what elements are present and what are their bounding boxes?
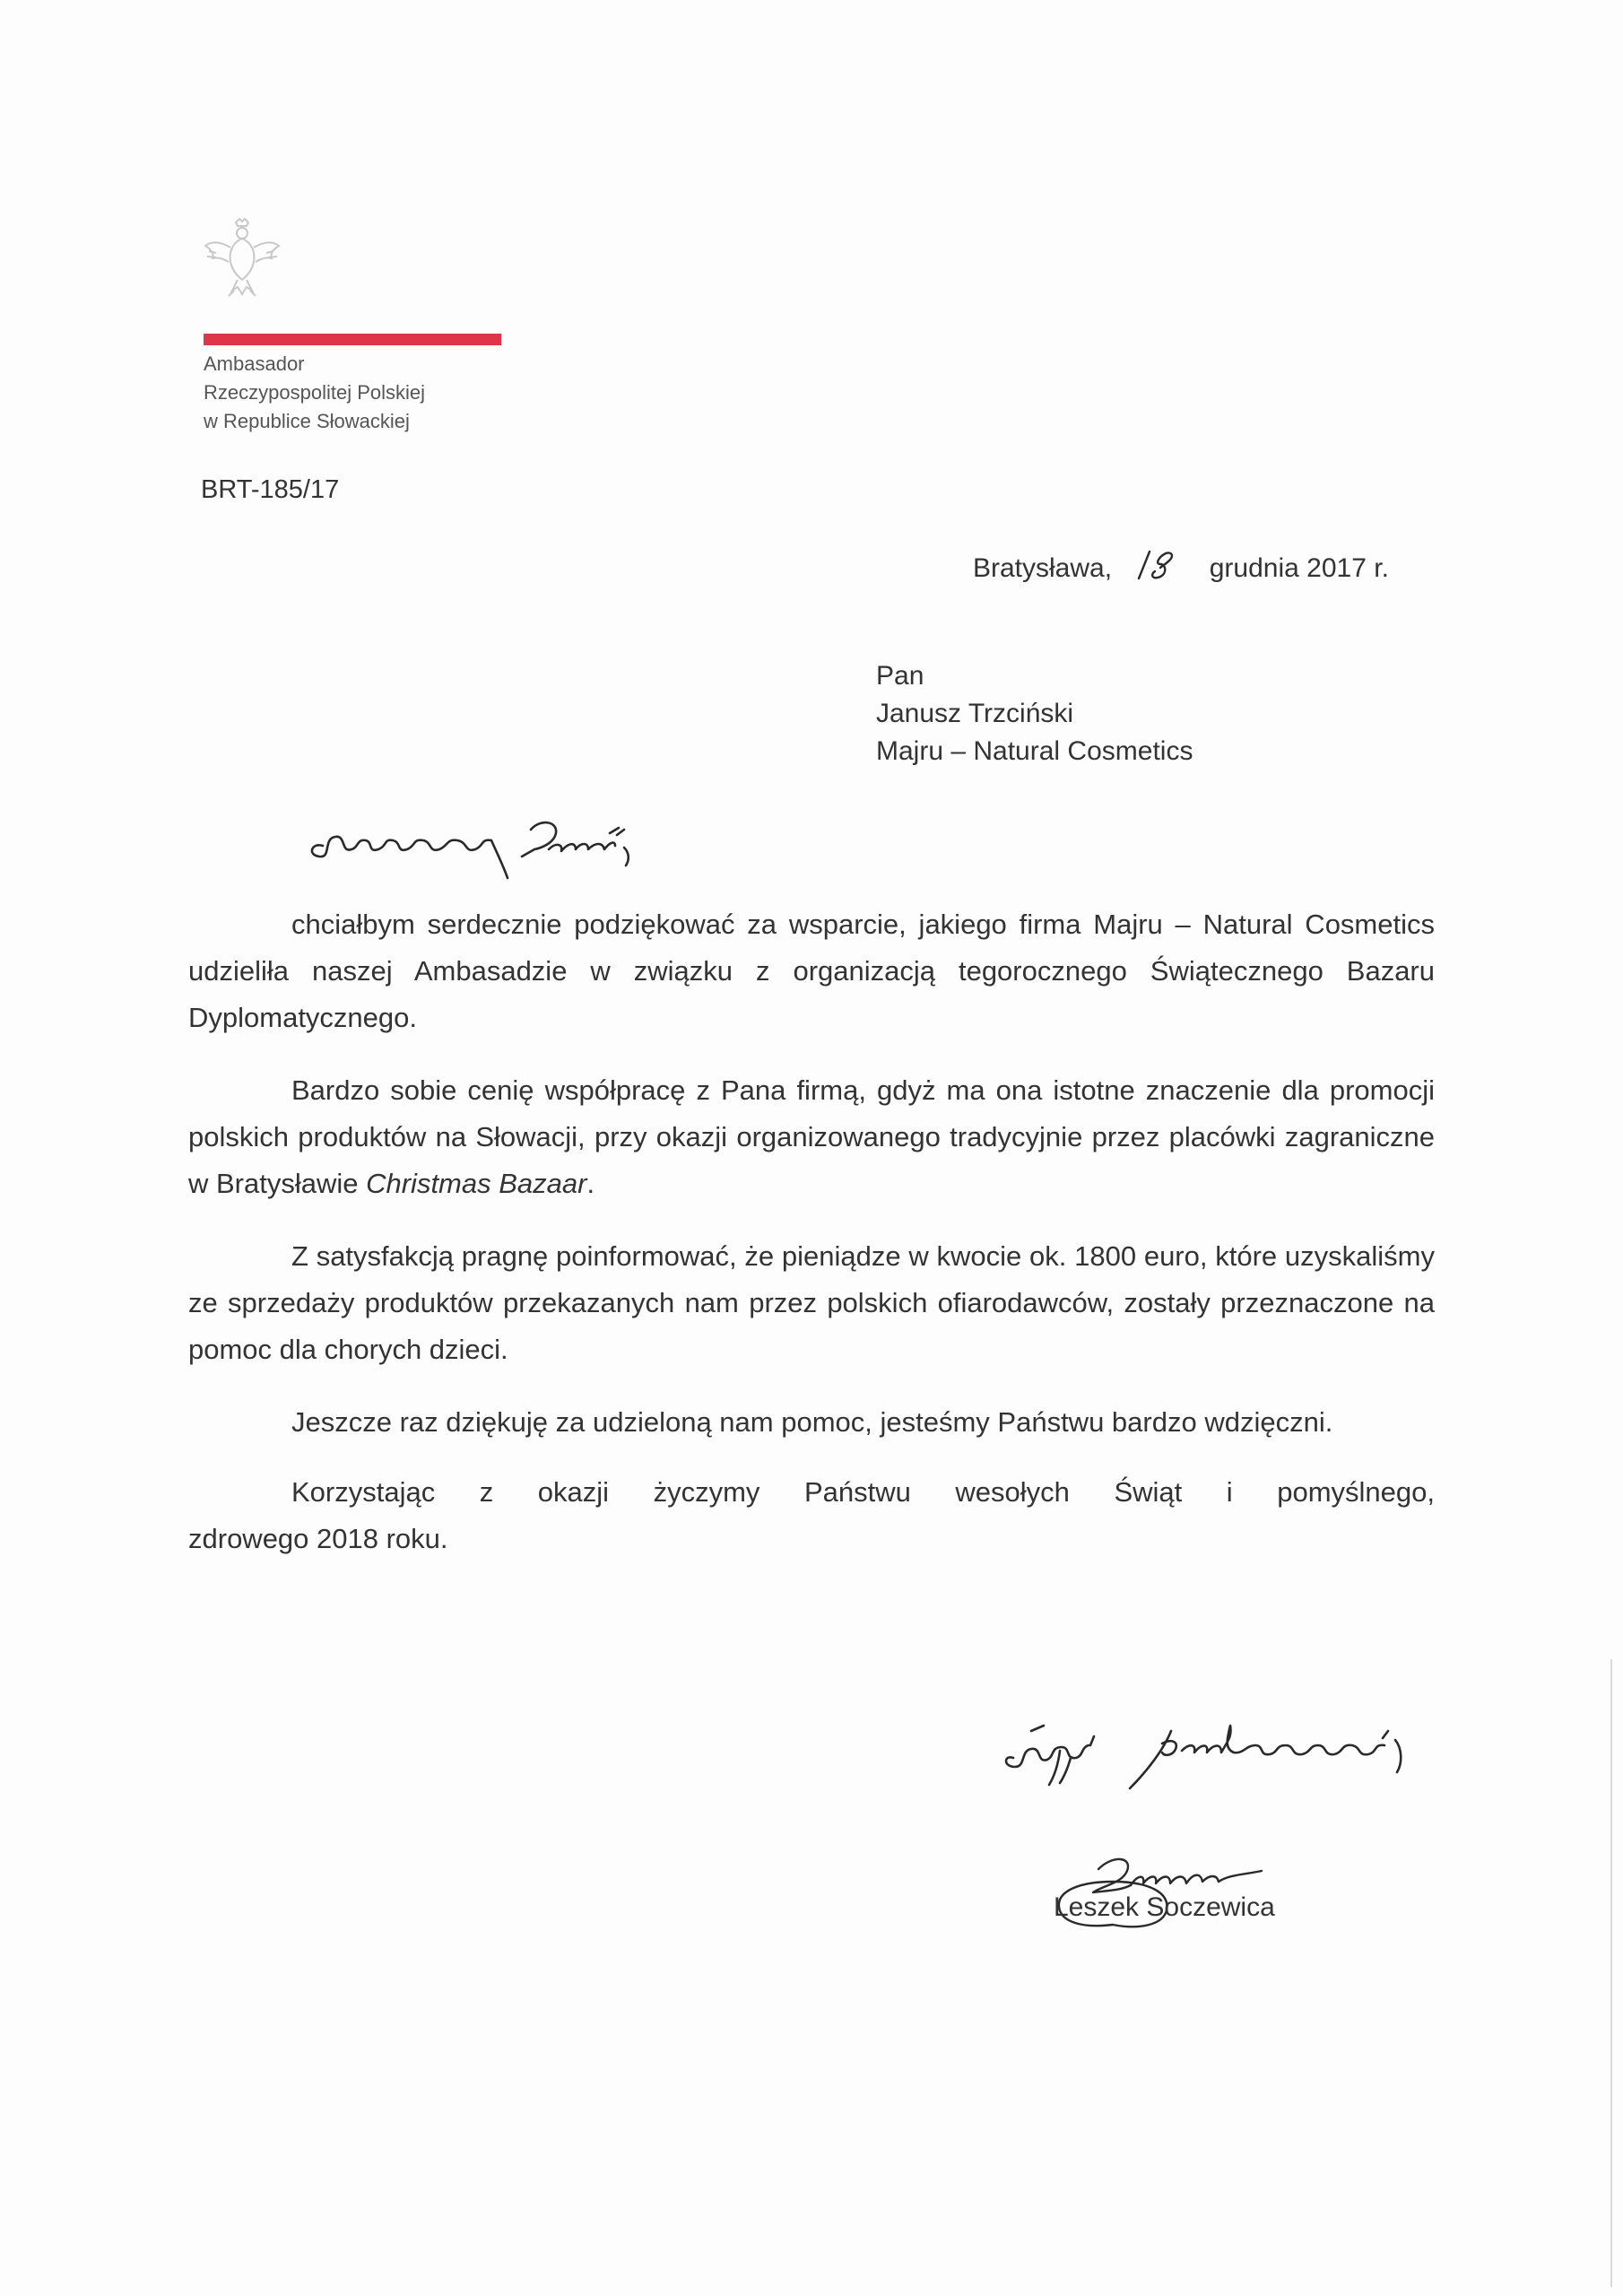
paragraph-text: chciałbym serdecznie podziękować za wsparcie, jakiego firma Majru – Natural Cosmetics udzieliła naszej Ambasadzie w związku z organizacją tegorocznego Świątecznego Bazaru Dyplomatycznego. bbox=[188, 909, 1435, 1033]
paragraph-text bbox=[188, 1067, 1435, 1207]
paragraph-text-main: Bardzo sobie cenię współpracę z Pana firmą, gdyż ma ona istotne znaczenie dla promocji polskich produktów na Słowacji, przy okazji organizowanego tradycyjnie przez placówki zagraniczne w Bratysławie bbox=[188, 1074, 1435, 1199]
handwritten-salutation bbox=[296, 803, 699, 883]
body-paragraph-1 bbox=[188, 901, 1435, 1041]
recipient-block bbox=[876, 657, 1193, 770]
body-paragraph-4 bbox=[188, 1399, 1435, 1446]
date-rest: grudnia 2017 r. bbox=[1209, 552, 1389, 583]
body-paragraph-3 bbox=[188, 1233, 1435, 1373]
paragraph-italic-term: Christmas Bazaar bbox=[366, 1168, 587, 1199]
sender-line: w Republice Słowackiej bbox=[204, 410, 410, 432]
body-paragraph-5 bbox=[188, 1469, 1435, 1562]
sender-line: Ambasador bbox=[204, 352, 305, 375]
handwritten-closing bbox=[995, 1704, 1444, 1794]
paragraph-text-line-2: zdrowego 2018 roku. bbox=[188, 1523, 448, 1554]
sender-line: Rzeczypospolitej Polskiej bbox=[204, 381, 425, 404]
flag-red-bar bbox=[204, 334, 501, 345]
recipient-line: Janusz Trzciński bbox=[876, 699, 1074, 728]
paragraph-text: Z satysfakcją pragnę poinformować, że pieniądze w kwocie ok. 1800 euro, które uzyskaliśmy ze sprzedaży produktów przekazanych nam przez polskich ofiarodawców, zostały przeznaczone na pomoc dla chorych dzieci. bbox=[188, 1240, 1435, 1365]
scan-edge-line bbox=[1610, 1659, 1612, 2287]
paragraph-text: Jeszcze raz dziękuję za udzieloną nam pomoc, jesteśmy Państwu bardzo wdzięczni. bbox=[291, 1406, 1333, 1438]
handwritten-day bbox=[1119, 544, 1202, 580]
date-line bbox=[973, 552, 1389, 587]
paragraph-text-line-1: Korzystając z okazji życzymy Państwu wesołych Świąt i pomyślnego, bbox=[291, 1476, 1435, 1508]
recipient-line: Pan bbox=[876, 661, 924, 691]
polish-eagle-icon bbox=[202, 215, 282, 301]
body-paragraph-2 bbox=[188, 1067, 1435, 1207]
signer-name: Leszek Soczewica bbox=[1054, 1892, 1275, 1922]
recipient-line: Majru – Natural Cosmetics bbox=[876, 736, 1193, 766]
sender-block bbox=[204, 350, 425, 436]
paragraph-text-end: . bbox=[586, 1168, 595, 1199]
reference-number: BRT-185/17 bbox=[201, 475, 340, 504]
date-place: Bratysława, bbox=[973, 552, 1113, 583]
